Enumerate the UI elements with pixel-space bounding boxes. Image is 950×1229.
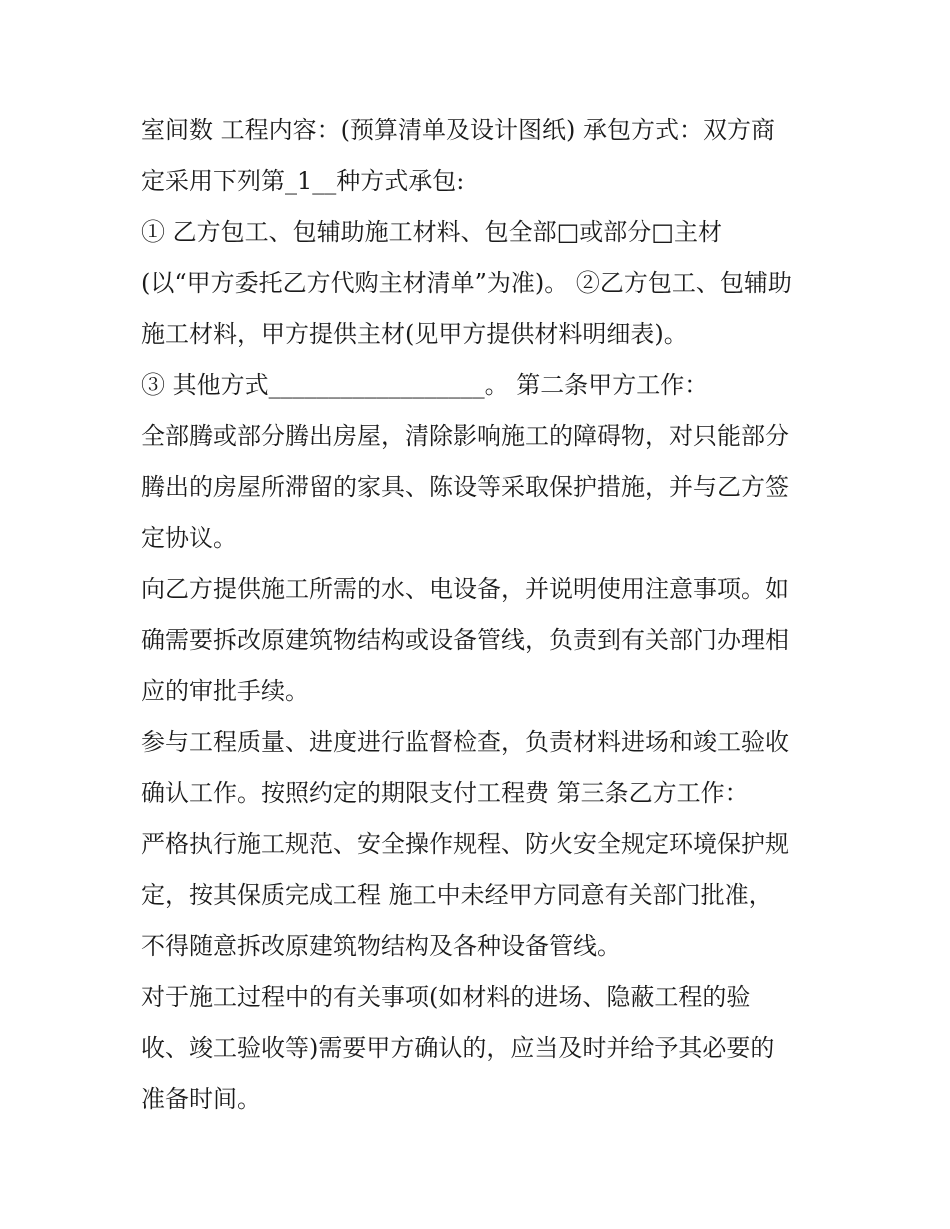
text-line: 定协议。 bbox=[141, 524, 237, 552]
text-line: 定，按其保质完成工程 施工中未经甲方同意有关部门批准， bbox=[141, 881, 773, 909]
document-page bbox=[141, 105, 821, 1125]
text-line: 不得随意拆改原建筑物结构及各种设备管线。 bbox=[141, 932, 621, 960]
text-line: (以“甲方委托乙方代购主材清单”为准)。 ②乙方包工、包辅助 bbox=[141, 269, 792, 297]
text-line: 确认工作。按照约定的期限支付工程费 第三条乙方工作： bbox=[141, 779, 749, 807]
text-line: ③ 其他方式__________________。 第二条甲方工作： bbox=[141, 371, 709, 399]
text-line: 参与工程质量、进度进行监督检查，负责材料进场和竣工验收 bbox=[141, 728, 789, 756]
text-line: ① 乙方包工、包辅助施工材料、包全部□或部分□主材 bbox=[141, 218, 722, 246]
text-line: 严格执行施工规范、安全操作规程、防火安全规定环境保护规 bbox=[141, 830, 789, 858]
text-line: 应的审批手续。 bbox=[141, 677, 309, 705]
text-line: 全部腾或部分腾出房屋，清除影响施工的障碍物，对只能部分 bbox=[141, 422, 789, 450]
text-line: 对于施工过程中的有关事项(如材料的进场、隐蔽工程的验 bbox=[141, 983, 751, 1011]
text-line: 收、竣工验收等)需要甲方确认的，应当及时并给予其必要的 bbox=[141, 1034, 775, 1062]
text-line: 室间数 工程内容：(预算清单及设计图纸) 承包方式：双方商 bbox=[141, 116, 775, 144]
text-line: 施工材料，甲方提供主材(见甲方提供材料明细表)。 bbox=[141, 320, 688, 348]
text-line: 准备时间。 bbox=[141, 1085, 261, 1113]
text-line: 向乙方提供施工所需的水、电设备，并说明使用注意事项。如 bbox=[141, 575, 789, 603]
text-line: 确需要拆改原建筑物结构或设备管线，负责到有关部门办理相 bbox=[141, 626, 789, 654]
text-line: 腾出的房屋所滞留的家具、陈设等采取保护措施，并与乙方签 bbox=[141, 473, 789, 501]
text-line: 定采用下列第_1__种方式承包: bbox=[141, 167, 465, 195]
